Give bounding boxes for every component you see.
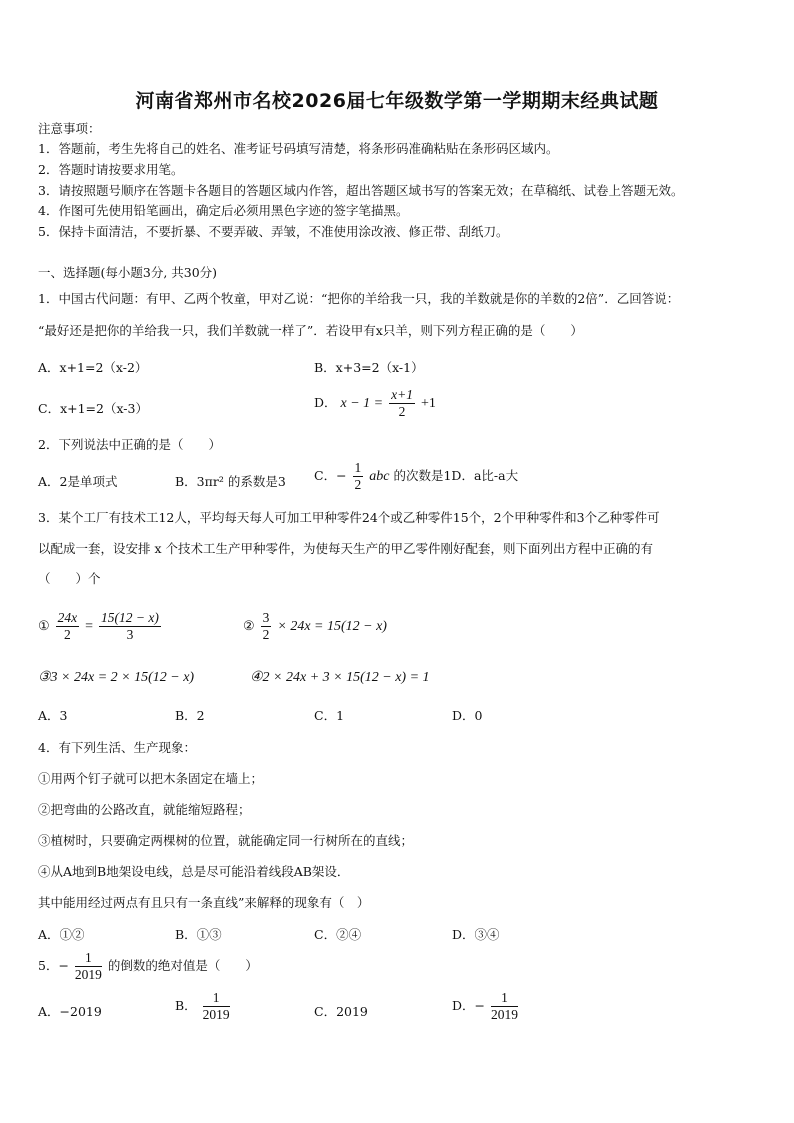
q3-equation-1-left-fraction: [56, 610, 80, 643]
q1-option-d-label: D．: [314, 395, 337, 410]
q5-stem: [38, 950, 258, 983]
notice-item-4: 4．作图可先使用铅笔画出，确定后必须用黑色字迹的签字笔描黑。: [38, 203, 409, 218]
q5-option-a: A．−2019: [38, 1004, 102, 1019]
q1-option-b: B．x+3=2（x-1）: [314, 360, 424, 375]
q3-equation-2-label: ②: [243, 619, 255, 634]
q2-option-c-fraction: [353, 460, 364, 493]
q5-stem-fraction: [75, 950, 102, 983]
q5-option-d-numerator: 1: [491, 990, 518, 1007]
q1-option-c: C．x+1=2（x-3）: [38, 401, 148, 416]
q1-stem-line1: 1．中国古代问题：有甲、乙两个牧童，甲对乙说：“把你的羊给我一只，我的羊数就是你的羊数的2倍”．乙回答说：: [38, 291, 680, 306]
q1-option-d-numerator: x+1: [391, 387, 413, 402]
q5-option-d-label: D．−: [452, 998, 485, 1013]
notice-item-2: 2．答题时请按要求用笔。: [38, 162, 184, 177]
q4-question: 其中能用经过两点有且只有一条直线”来解释的现象有（ ）: [38, 895, 370, 910]
q3-equation-2-rest: × 24x = 15(12 − x): [277, 619, 387, 634]
q1-option-d: [314, 387, 436, 420]
q2-option-c: [314, 460, 518, 493]
q5-stem-denominator: 2019: [74, 967, 102, 982]
q2-option-a: A．2是单项式: [38, 474, 118, 489]
q2-option-c-label: C．−: [314, 468, 347, 483]
q3-equation-2: [243, 610, 387, 643]
q4-stem: 4．有下列生活、生产现象：: [38, 740, 196, 755]
q5-option-b-label: B．: [175, 998, 197, 1013]
q4-option-b: B．①③: [175, 927, 222, 942]
q2-option-c-denominator: 2: [354, 477, 362, 492]
section-heading: 一、选择题(每小题3分, 共30分): [38, 265, 218, 280]
q1-option-a: A．x+1=2（x-2）: [38, 360, 148, 375]
q4-item-4: ④从A地到B地架设电线，总是尽可能沿着线段AB架设．: [38, 864, 350, 879]
q3-equation-2-denominator: 2: [262, 627, 270, 642]
q2-option-c-rest: 的次数是1D．a比-a大: [393, 468, 519, 483]
q3-equation-1-label: ①: [38, 619, 50, 634]
q4-item-3: ③植树时，只要确定两棵树的位置，就能确定同一行树所在的直线；: [38, 833, 414, 848]
q3-equation-3: ③3 × 24x = 2 × 15(12 − x): [38, 670, 195, 685]
q4-option-d: D．③④: [452, 927, 500, 942]
q3-stem-line3: （ ）个: [38, 571, 101, 586]
q3-equation-1-left-numerator: 24x: [57, 610, 78, 625]
q3-equation-1-right-denominator: 3: [126, 627, 134, 642]
q4-option-a: A．①②: [38, 927, 85, 942]
q3-stem-line2: 以配成一套，设安排 x 个技术工生产甲种零件，为使每天生产的甲乙零件刚好配套，则下面列出方程中正确的有: [38, 541, 653, 556]
q1-option-d-denominator: 2: [398, 404, 406, 419]
notice-item-1: 1．答题前，考生先将自己的姓名、准考证号码填写清楚，将条形码准确粘贴在条形码区域内。: [38, 141, 559, 156]
q3-equation-2-numerator: 3: [262, 610, 270, 625]
q4-item-1: ①用两个钉子就可以把木条固定在墙上；: [38, 771, 264, 786]
q5-option-d-denominator: 2019: [490, 1007, 518, 1022]
q3-option-a: A．3: [38, 708, 68, 723]
q3-stem-line1: 3．某个工厂有技术工12人，平均每天每人可加工甲种零件24个或乙种零件15个，2个甲种零件和3个乙种零件可: [38, 510, 660, 525]
q2-stem: 2．下列说法中正确的是（ ）: [38, 437, 221, 452]
q5-stem-numerator: 1: [75, 950, 102, 967]
q3-equation-1-equals: =: [85, 619, 94, 634]
q3-option-d: D．0: [452, 708, 483, 723]
q4-item-2: ②把弯曲的公路改直，就能缩短路程；: [38, 802, 251, 817]
q5-option-b-numerator: 1: [203, 990, 230, 1007]
q1-option-d-fraction: [389, 387, 415, 420]
q4-option-c: C．②④: [314, 927, 362, 942]
q3-equation-2-fraction: [261, 610, 272, 643]
q1-option-d-left: x − 1 =: [340, 396, 384, 411]
q3-equation-1-right-fraction: [99, 610, 161, 643]
q5-option-b-fraction: [203, 990, 230, 1023]
page-title: 河南省郑州市名校2026届七年级数学第一学期期末经典试题: [135, 90, 659, 112]
q5-stem-label: 5．−: [38, 958, 69, 973]
q3-equation-4: ④2 × 24x + 3 × 15(12 − x) = 1: [250, 670, 430, 685]
notice-item-3: 3．请按照题号顺序在答题卡各题目的答题区域内作答，超出答题区域书写的答案无效；在草稿纸、试卷上答题无效。: [38, 183, 684, 198]
q1-stem-line2: “最好还是把你的羊给我一只，我们羊数就一样了”．若设甲有x只羊，则下列方程正确的是（ ）: [38, 323, 583, 338]
notice-item-5: 5．保持卡面清洁，不要折暴、不要弄破、弄皱，不准使用涂改液、修正带、刮纸刀。: [38, 224, 509, 239]
q5-option-d: [452, 990, 520, 1023]
q2-option-b: B．3πr² 的系数是3: [175, 474, 286, 489]
q5-option-d-fraction: [491, 990, 518, 1023]
q5-option-c: C．2019: [314, 1004, 368, 1019]
q3-equation-1-right-numerator: 15(12 − x): [101, 610, 159, 625]
q3-equation-1: [38, 610, 163, 643]
q5-stem-rest: 的倒数的绝对值是（ ）: [107, 958, 258, 973]
q3-option-c: C．1: [314, 708, 345, 723]
notice-heading: 注意事项：: [38, 121, 101, 136]
q5-option-b: [175, 990, 232, 1023]
q1-option-d-right: +1: [420, 396, 436, 411]
q3-equation-1-left-denominator: 2: [64, 627, 71, 642]
q3-option-b: B．2: [175, 708, 205, 723]
q5-option-b-denominator: 2019: [202, 1007, 230, 1022]
q2-option-c-variable: abc: [369, 469, 390, 484]
q2-option-c-numerator: 1: [354, 460, 362, 475]
